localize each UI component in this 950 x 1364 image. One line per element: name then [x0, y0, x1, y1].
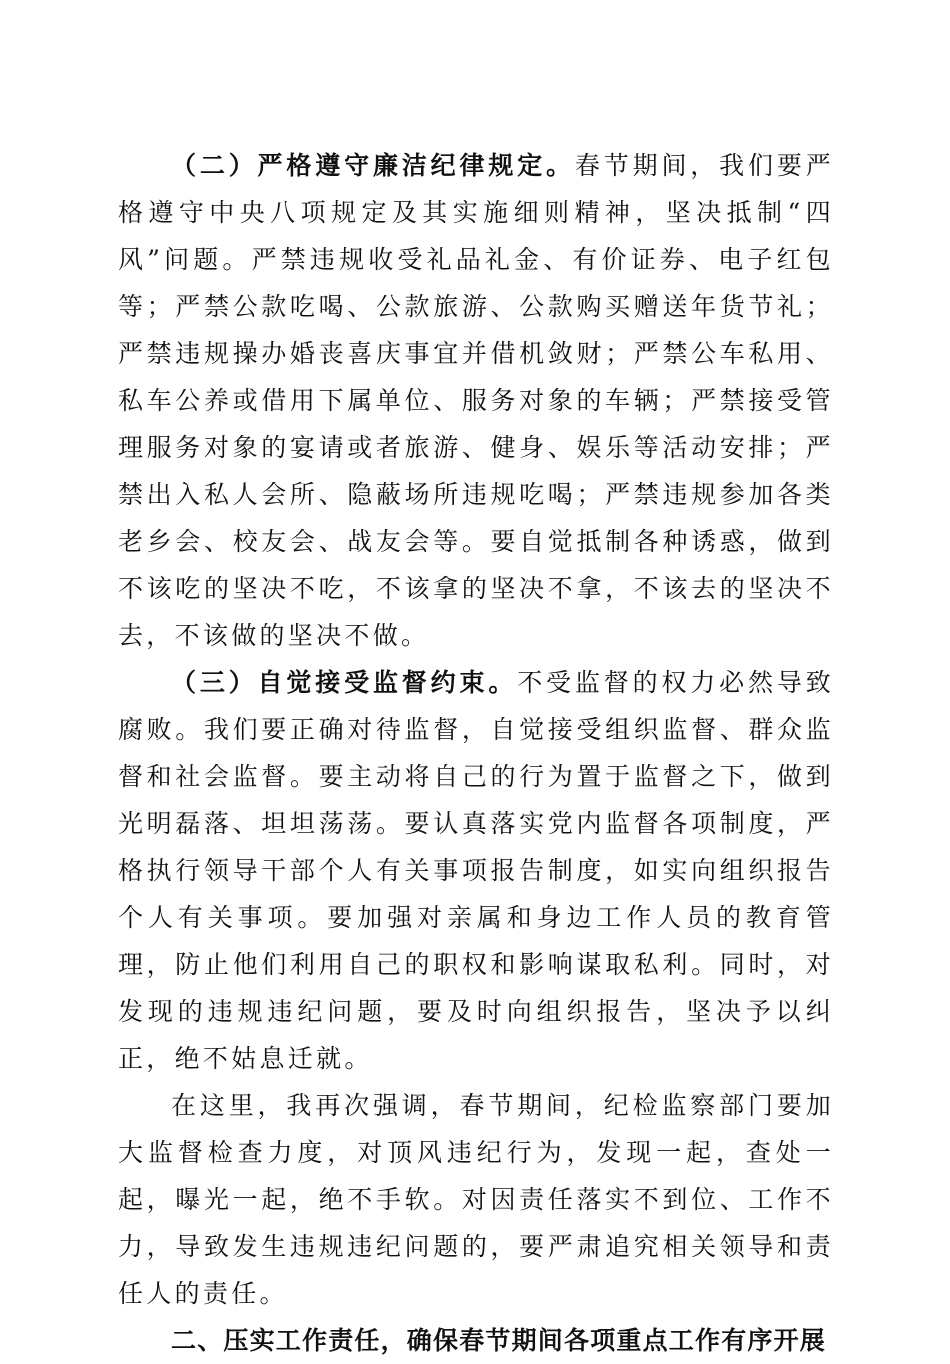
document-body: [118, 142, 834, 1364]
paragraph-lead: （二）严格遵守廉洁纪律规定。: [171, 151, 575, 180]
paragraph-emphasis: [118, 1082, 834, 1317]
paragraph-text: 春节期间，我们要严格遵守中央八项规定及其实施细则精神，坚决抵制“四风”问题。严禁违规收受礼品礼金、有价证券、电子红包等；严禁公款吃喝、公款旅游、公款购买赠送年货节礼；严禁违规操办婚丧喜庆事宜并借机敛财；严禁公车私用、私车公养或借用下属单位、服务对象的车辆；严禁接受管理服务对象的宴请或者旅游、健身、娱乐等活动安排；严禁出入私人会所、隐蔽场所违规吃喝；严禁违规参加各类老乡会、校友会、战友会等。要自觉抵制各种诱惑，做到不该吃的坚决不吃，不该拿的坚决不拿，不该去的坚决不去，不该做的坚决不做。: [118, 151, 835, 650]
paragraph-text: 在这里，我再次强调，春节期间，纪检监察部门要加大监督检查力度，对顶风违纪行为，发现一起，查处一起，曝光一起，绝不手软。对因责任落实不到位、工作不力，导致发生违规违纪问题的，要严肃追究相关领导和责任人的责任。: [118, 1091, 834, 1308]
paragraph-text: 不受监督的权力必然导致腐败。我们要正确对待监督，自觉接受组织监督、群众监督和社会监督。要主动将自己的行为置于监督之下，做到光明磊落、坦坦荡荡。要认真落实党内监督各项制度，严格执行领导干部个人有关事项报告制度，如实向组织报告个人有关事项。要加强对亲属和身边工作人员的教育管理，防止他们利用自己的职权和影响谋取私利。同时，对发现的违规违纪问题，要及时向组织报告，坚决予以纠正，绝不姑息迁就。: [118, 668, 834, 1073]
paragraph-integrity-rules: [118, 142, 834, 659]
section-heading: 二、压实工作责任，确保春节期间各项重点工作有序开展: [171, 1326, 827, 1355]
paragraph-accept-supervision: [118, 659, 834, 1082]
paragraph-lead: （三）自觉接受监督约束。: [171, 668, 518, 697]
